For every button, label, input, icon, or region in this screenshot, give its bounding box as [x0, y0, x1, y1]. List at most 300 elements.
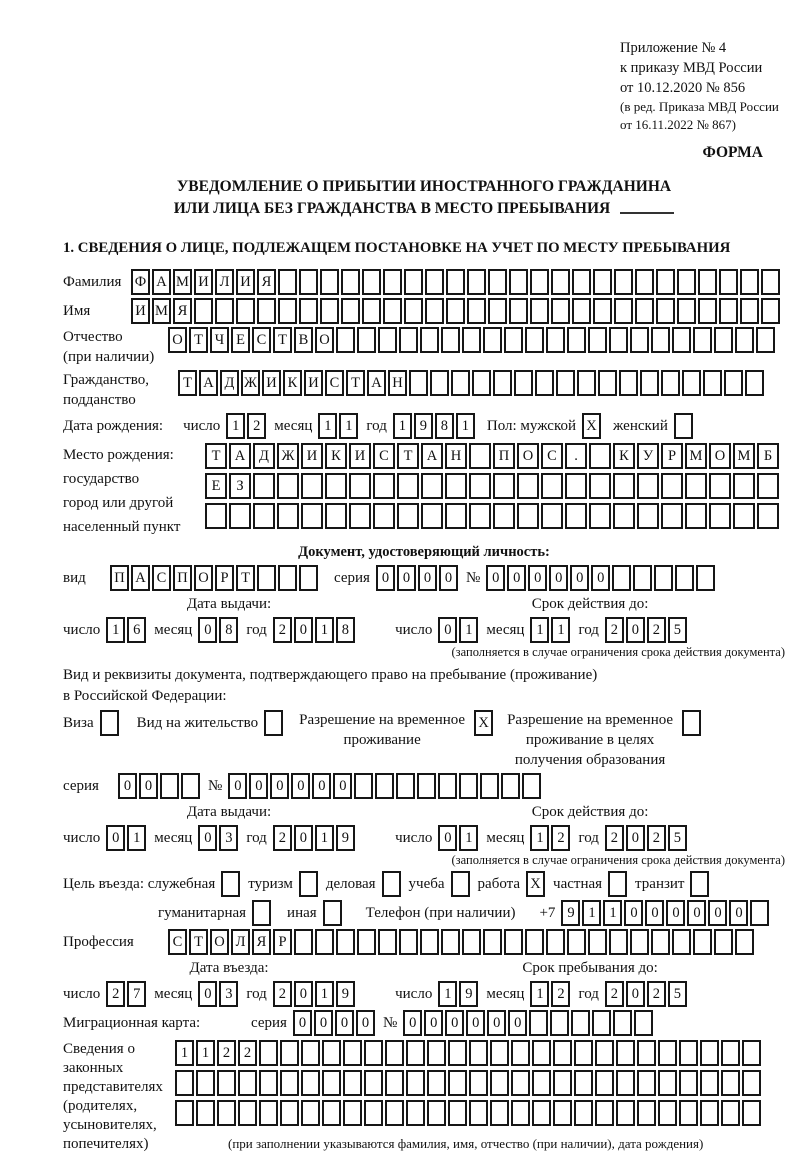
- char-box[interactable]: [373, 503, 395, 529]
- char-box[interactable]: [719, 298, 738, 324]
- char-box[interactable]: [488, 269, 507, 295]
- char-box[interactable]: 0: [294, 825, 313, 851]
- checkbox[interactable]: [299, 871, 318, 897]
- checkbox[interactable]: [608, 871, 627, 897]
- char-box[interactable]: [194, 298, 213, 324]
- char-box[interactable]: [417, 773, 436, 799]
- char-box[interactable]: [483, 327, 502, 353]
- checkbox[interactable]: [674, 413, 693, 439]
- char-box[interactable]: Р: [661, 443, 683, 469]
- char-box[interactable]: [278, 298, 297, 324]
- char-box[interactable]: [336, 327, 355, 353]
- char-box[interactable]: [522, 773, 541, 799]
- char-box[interactable]: О: [210, 929, 229, 955]
- char-box[interactable]: 0: [438, 825, 457, 851]
- char-box[interactable]: [385, 1100, 404, 1126]
- char-box[interactable]: 0: [198, 825, 217, 851]
- char-box[interactable]: 9: [414, 413, 433, 439]
- char-box[interactable]: [383, 269, 402, 295]
- char-box[interactable]: 2: [605, 617, 624, 643]
- char-box[interactable]: 0: [570, 565, 589, 591]
- char-box[interactable]: У: [637, 443, 659, 469]
- char-box[interactable]: [574, 1040, 593, 1066]
- char-box[interactable]: [530, 298, 549, 324]
- char-box[interactable]: [609, 929, 628, 955]
- char-box[interactable]: [661, 503, 683, 529]
- char-box[interactable]: [613, 473, 635, 499]
- char-box[interactable]: П: [173, 565, 192, 591]
- char-box[interactable]: [651, 929, 670, 955]
- char-box[interactable]: [693, 327, 712, 353]
- char-box[interactable]: [637, 473, 659, 499]
- char-box[interactable]: Ж: [241, 370, 260, 396]
- char-box[interactable]: 1: [106, 617, 125, 643]
- char-box[interactable]: [490, 1100, 509, 1126]
- char-box[interactable]: 3: [219, 981, 238, 1007]
- char-box[interactable]: 1: [175, 1040, 194, 1066]
- char-box[interactable]: 1: [226, 413, 245, 439]
- char-box[interactable]: [700, 1100, 719, 1126]
- char-box[interactable]: [257, 298, 276, 324]
- char-box[interactable]: [238, 1100, 257, 1126]
- char-box[interactable]: Я: [252, 929, 271, 955]
- char-box[interactable]: [541, 503, 563, 529]
- char-box[interactable]: Р: [273, 929, 292, 955]
- char-box[interactable]: [488, 298, 507, 324]
- char-box[interactable]: [658, 1100, 677, 1126]
- char-box[interactable]: [299, 565, 318, 591]
- char-box[interactable]: [205, 503, 227, 529]
- char-box[interactable]: [735, 929, 754, 955]
- char-box[interactable]: [462, 929, 481, 955]
- char-box[interactable]: [441, 929, 460, 955]
- char-box[interactable]: 0: [626, 617, 645, 643]
- char-box[interactable]: [446, 269, 465, 295]
- char-box[interactable]: 2: [647, 981, 666, 1007]
- char-box[interactable]: 0: [424, 1010, 443, 1036]
- char-box[interactable]: 0: [549, 565, 568, 591]
- char-box[interactable]: Я: [173, 298, 192, 324]
- char-box[interactable]: [196, 1070, 215, 1096]
- char-box[interactable]: [160, 773, 179, 799]
- char-box[interactable]: [343, 1040, 362, 1066]
- char-box[interactable]: Т: [273, 327, 292, 353]
- char-box[interactable]: [375, 773, 394, 799]
- char-box[interactable]: [438, 773, 457, 799]
- char-box[interactable]: 0: [418, 565, 437, 591]
- char-box[interactable]: [301, 1040, 320, 1066]
- char-box[interactable]: 0: [106, 825, 125, 851]
- char-box[interactable]: [589, 473, 611, 499]
- char-box[interactable]: [553, 1100, 572, 1126]
- char-box[interactable]: [532, 1040, 551, 1066]
- char-box[interactable]: [430, 370, 449, 396]
- char-box[interactable]: [383, 298, 402, 324]
- char-box[interactable]: 0: [118, 773, 137, 799]
- char-box[interactable]: [514, 370, 533, 396]
- char-box[interactable]: [341, 298, 360, 324]
- char-box[interactable]: [425, 298, 444, 324]
- char-box[interactable]: 1: [315, 981, 334, 1007]
- char-box[interactable]: И: [236, 269, 255, 295]
- char-box[interactable]: 2: [217, 1040, 236, 1066]
- char-box[interactable]: Т: [346, 370, 365, 396]
- char-box[interactable]: Д: [220, 370, 239, 396]
- char-box[interactable]: 0: [439, 565, 458, 591]
- char-box[interactable]: [588, 327, 607, 353]
- char-box[interactable]: [277, 503, 299, 529]
- char-box[interactable]: [253, 503, 275, 529]
- char-box[interactable]: М: [733, 443, 755, 469]
- char-box[interactable]: 9: [459, 981, 478, 1007]
- char-box[interactable]: [462, 327, 481, 353]
- char-box[interactable]: 0: [708, 900, 727, 926]
- char-box[interactable]: Т: [189, 327, 208, 353]
- char-box[interactable]: 2: [551, 981, 570, 1007]
- char-box[interactable]: [362, 298, 381, 324]
- char-box[interactable]: 9: [336, 981, 355, 1007]
- char-box[interactable]: [571, 1010, 590, 1036]
- char-box[interactable]: [504, 327, 523, 353]
- char-box[interactable]: [714, 929, 733, 955]
- char-box[interactable]: [427, 1040, 446, 1066]
- char-box[interactable]: [299, 298, 318, 324]
- char-box[interactable]: 0: [403, 1010, 422, 1036]
- char-box[interactable]: 0: [624, 900, 643, 926]
- char-box[interactable]: 8: [219, 617, 238, 643]
- char-box[interactable]: [448, 1040, 467, 1066]
- char-box[interactable]: [448, 1070, 467, 1096]
- char-box[interactable]: [427, 1100, 446, 1126]
- char-box[interactable]: [551, 269, 570, 295]
- char-box[interactable]: [322, 1070, 341, 1096]
- char-box[interactable]: 2: [605, 825, 624, 851]
- char-box[interactable]: 2: [273, 981, 292, 1007]
- char-box[interactable]: 0: [314, 1010, 333, 1036]
- char-box[interactable]: [441, 327, 460, 353]
- char-box[interactable]: [529, 1010, 548, 1036]
- char-box[interactable]: [320, 298, 339, 324]
- char-box[interactable]: 1: [603, 900, 622, 926]
- char-box[interactable]: 0: [356, 1010, 375, 1036]
- char-box[interactable]: [677, 269, 696, 295]
- char-box[interactable]: 0: [335, 1010, 354, 1036]
- char-box[interactable]: [551, 298, 570, 324]
- char-box[interactable]: [553, 1040, 572, 1066]
- char-box[interactable]: 0: [397, 565, 416, 591]
- char-box[interactable]: 0: [528, 565, 547, 591]
- char-box[interactable]: [354, 773, 373, 799]
- char-box[interactable]: 1: [315, 825, 334, 851]
- char-box[interactable]: [658, 1040, 677, 1066]
- char-box[interactable]: [404, 298, 423, 324]
- char-box[interactable]: [640, 370, 659, 396]
- char-box[interactable]: 2: [647, 825, 666, 851]
- char-box[interactable]: [698, 298, 717, 324]
- char-box[interactable]: [493, 370, 512, 396]
- char-box[interactable]: [469, 1100, 488, 1126]
- char-box[interactable]: [532, 1100, 551, 1126]
- char-box[interactable]: [517, 503, 539, 529]
- char-box[interactable]: [336, 929, 355, 955]
- char-box[interactable]: [217, 1070, 236, 1096]
- char-box[interactable]: [490, 1070, 509, 1096]
- char-box[interactable]: [593, 298, 612, 324]
- char-box[interactable]: 0: [626, 981, 645, 1007]
- char-box[interactable]: [546, 327, 565, 353]
- char-box[interactable]: П: [493, 443, 515, 469]
- char-box[interactable]: [672, 929, 691, 955]
- char-box[interactable]: 2: [273, 825, 292, 851]
- char-box[interactable]: 1: [459, 617, 478, 643]
- char-box[interactable]: О: [517, 443, 539, 469]
- char-box[interactable]: [238, 1070, 257, 1096]
- char-box[interactable]: П: [110, 565, 129, 591]
- checkbox[interactable]: X: [474, 710, 493, 736]
- char-box[interactable]: [397, 473, 419, 499]
- char-box[interactable]: [425, 269, 444, 295]
- char-box[interactable]: 0: [729, 900, 748, 926]
- char-box[interactable]: 5: [668, 825, 687, 851]
- char-box[interactable]: [301, 503, 323, 529]
- char-box[interactable]: А: [229, 443, 251, 469]
- char-box[interactable]: [721, 1040, 740, 1066]
- char-box[interactable]: 8: [435, 413, 454, 439]
- char-box[interactable]: [378, 929, 397, 955]
- char-box[interactable]: [733, 473, 755, 499]
- char-box[interactable]: [501, 773, 520, 799]
- char-box[interactable]: [679, 1040, 698, 1066]
- char-box[interactable]: [616, 1040, 635, 1066]
- char-box[interactable]: [635, 269, 654, 295]
- char-box[interactable]: [472, 370, 491, 396]
- char-box[interactable]: 0: [687, 900, 706, 926]
- char-box[interactable]: 1: [393, 413, 412, 439]
- char-box[interactable]: [181, 773, 200, 799]
- char-box[interactable]: 0: [294, 617, 313, 643]
- char-box[interactable]: 2: [551, 825, 570, 851]
- char-box[interactable]: Д: [253, 443, 275, 469]
- char-box[interactable]: 1: [196, 1040, 215, 1066]
- char-box[interactable]: [595, 1040, 614, 1066]
- char-box[interactable]: [325, 473, 347, 499]
- char-box[interactable]: [483, 929, 502, 955]
- char-box[interactable]: [614, 269, 633, 295]
- char-box[interactable]: 6: [127, 617, 146, 643]
- char-box[interactable]: [637, 1100, 656, 1126]
- char-box[interactable]: К: [325, 443, 347, 469]
- char-box[interactable]: [364, 1100, 383, 1126]
- char-box[interactable]: 9: [561, 900, 580, 926]
- char-box[interactable]: [467, 298, 486, 324]
- char-box[interactable]: [588, 929, 607, 955]
- char-box[interactable]: 2: [273, 617, 292, 643]
- char-box[interactable]: [698, 269, 717, 295]
- char-box[interactable]: [661, 370, 680, 396]
- char-box[interactable]: [509, 298, 528, 324]
- char-box[interactable]: [757, 503, 779, 529]
- char-box[interactable]: [357, 327, 376, 353]
- char-box[interactable]: [427, 1070, 446, 1096]
- char-box[interactable]: [445, 473, 467, 499]
- char-box[interactable]: [742, 1040, 761, 1066]
- char-box[interactable]: [742, 1100, 761, 1126]
- char-box[interactable]: [364, 1070, 383, 1096]
- char-box[interactable]: [511, 1100, 530, 1126]
- char-box[interactable]: [517, 473, 539, 499]
- char-box[interactable]: [420, 929, 439, 955]
- char-box[interactable]: 0: [249, 773, 268, 799]
- char-box[interactable]: [556, 370, 575, 396]
- char-box[interactable]: 9: [336, 825, 355, 851]
- char-box[interactable]: С: [152, 565, 171, 591]
- char-box[interactable]: [661, 473, 683, 499]
- char-box[interactable]: [541, 473, 563, 499]
- char-box[interactable]: [451, 370, 470, 396]
- char-box[interactable]: 0: [333, 773, 352, 799]
- char-box[interactable]: [679, 1100, 698, 1126]
- char-box[interactable]: 5: [668, 617, 687, 643]
- char-box[interactable]: [525, 327, 544, 353]
- checkbox[interactable]: [323, 900, 342, 926]
- char-box[interactable]: Ж: [277, 443, 299, 469]
- char-box[interactable]: [301, 473, 323, 499]
- char-box[interactable]: [399, 929, 418, 955]
- checkbox[interactable]: [451, 871, 470, 897]
- char-box[interactable]: [733, 503, 755, 529]
- char-box[interactable]: [616, 1070, 635, 1096]
- char-box[interactable]: 0: [293, 1010, 312, 1036]
- char-box[interactable]: [714, 327, 733, 353]
- char-box[interactable]: [196, 1100, 215, 1126]
- char-box[interactable]: [635, 298, 654, 324]
- char-box[interactable]: [612, 565, 631, 591]
- char-box[interactable]: [740, 269, 759, 295]
- char-box[interactable]: [406, 1040, 425, 1066]
- char-box[interactable]: А: [199, 370, 218, 396]
- char-box[interactable]: [385, 1040, 404, 1066]
- char-box[interactable]: [215, 298, 234, 324]
- char-box[interactable]: [325, 503, 347, 529]
- char-box[interactable]: [446, 298, 465, 324]
- char-box[interactable]: [396, 773, 415, 799]
- char-box[interactable]: 0: [270, 773, 289, 799]
- char-box[interactable]: А: [421, 443, 443, 469]
- char-box[interactable]: [404, 269, 423, 295]
- char-box[interactable]: [236, 298, 255, 324]
- char-box[interactable]: 0: [645, 900, 664, 926]
- char-box[interactable]: [409, 370, 428, 396]
- char-box[interactable]: [343, 1070, 362, 1096]
- char-box[interactable]: 0: [666, 900, 685, 926]
- char-box[interactable]: 0: [291, 773, 310, 799]
- char-box[interactable]: [658, 1070, 677, 1096]
- char-box[interactable]: М: [173, 269, 192, 295]
- char-box[interactable]: [278, 565, 297, 591]
- char-box[interactable]: [175, 1070, 194, 1096]
- char-box[interactable]: [397, 503, 419, 529]
- char-box[interactable]: [613, 1010, 632, 1036]
- char-box[interactable]: [609, 327, 628, 353]
- char-box[interactable]: Ф: [131, 269, 150, 295]
- char-box[interactable]: [406, 1100, 425, 1126]
- char-box[interactable]: [469, 1070, 488, 1096]
- char-box[interactable]: [546, 929, 565, 955]
- char-box[interactable]: [634, 1010, 653, 1036]
- char-box[interactable]: К: [613, 443, 635, 469]
- char-box[interactable]: [654, 565, 673, 591]
- char-box[interactable]: Я: [257, 269, 276, 295]
- char-box[interactable]: [589, 503, 611, 529]
- char-box[interactable]: О: [315, 327, 334, 353]
- char-box[interactable]: [750, 900, 769, 926]
- char-box[interactable]: [280, 1100, 299, 1126]
- checkbox[interactable]: [690, 871, 709, 897]
- char-box[interactable]: 0: [198, 617, 217, 643]
- char-box[interactable]: О: [194, 565, 213, 591]
- char-box[interactable]: [677, 298, 696, 324]
- char-box[interactable]: 0: [626, 825, 645, 851]
- checkbox[interactable]: [100, 710, 119, 736]
- char-box[interactable]: 2: [605, 981, 624, 1007]
- char-box[interactable]: 1: [339, 413, 358, 439]
- char-box[interactable]: 2: [647, 617, 666, 643]
- char-box[interactable]: [742, 1070, 761, 1096]
- char-box[interactable]: [301, 1070, 320, 1096]
- char-box[interactable]: [259, 1070, 278, 1096]
- char-box[interactable]: [280, 1040, 299, 1066]
- char-box[interactable]: [467, 269, 486, 295]
- char-box[interactable]: [593, 269, 612, 295]
- char-box[interactable]: 0: [198, 981, 217, 1007]
- char-box[interactable]: И: [131, 298, 150, 324]
- char-box[interactable]: [735, 327, 754, 353]
- char-box[interactable]: [675, 565, 694, 591]
- char-box[interactable]: 7: [127, 981, 146, 1007]
- char-box[interactable]: [745, 370, 764, 396]
- char-box[interactable]: Т: [178, 370, 197, 396]
- char-box[interactable]: [406, 1070, 425, 1096]
- char-box[interactable]: [420, 327, 439, 353]
- char-box[interactable]: [757, 473, 779, 499]
- char-box[interactable]: [637, 1040, 656, 1066]
- char-box[interactable]: Л: [231, 929, 250, 955]
- checkbox[interactable]: [252, 900, 271, 926]
- char-box[interactable]: 0: [507, 565, 526, 591]
- char-box[interactable]: И: [194, 269, 213, 295]
- char-box[interactable]: 1: [551, 617, 570, 643]
- char-box[interactable]: [595, 1100, 614, 1126]
- char-box[interactable]: [709, 503, 731, 529]
- char-box[interactable]: [448, 1100, 467, 1126]
- char-box[interactable]: 0: [376, 565, 395, 591]
- char-box[interactable]: [761, 269, 780, 295]
- char-box[interactable]: [175, 1100, 194, 1126]
- char-box[interactable]: А: [152, 269, 171, 295]
- char-box[interactable]: [592, 1010, 611, 1036]
- char-box[interactable]: 1: [127, 825, 146, 851]
- char-box[interactable]: [301, 1100, 320, 1126]
- char-box[interactable]: [480, 773, 499, 799]
- char-box[interactable]: Т: [189, 929, 208, 955]
- char-box[interactable]: [469, 473, 491, 499]
- char-box[interactable]: [299, 269, 318, 295]
- char-box[interactable]: 1: [530, 825, 549, 851]
- char-box[interactable]: Т: [236, 565, 255, 591]
- char-box[interactable]: С: [541, 443, 563, 469]
- char-box[interactable]: [721, 1070, 740, 1096]
- char-box[interactable]: [373, 473, 395, 499]
